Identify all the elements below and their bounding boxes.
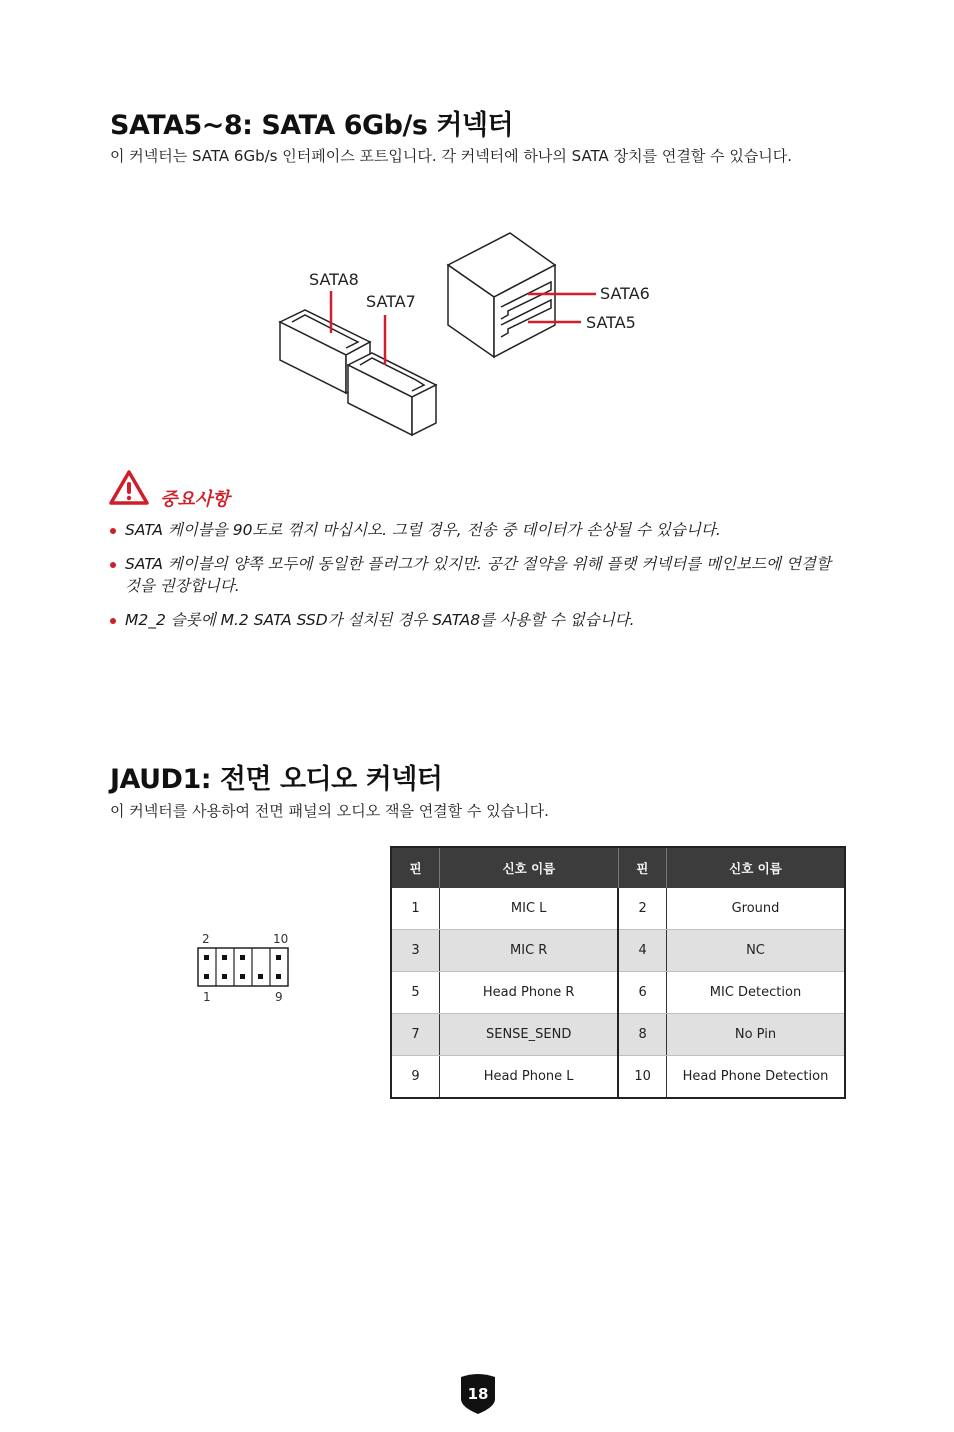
pin-number: 5 bbox=[391, 972, 440, 1014]
signal-name: NC bbox=[666, 930, 845, 972]
signal-name: Ground bbox=[666, 888, 845, 930]
pin-number: 6 bbox=[618, 972, 666, 1014]
sata8-label: SATA8 bbox=[309, 270, 359, 289]
pin-label-bottom-right: 9 bbox=[275, 990, 283, 1004]
sata5-label: SATA5 bbox=[586, 313, 636, 332]
pin-number: 10 bbox=[618, 1056, 666, 1099]
table-header-pin: 핀 bbox=[391, 847, 440, 888]
pin-label-top-right: 10 bbox=[273, 932, 289, 946]
jaud-section-title: JAUD1: 전면 오디오 커넥터 bbox=[110, 764, 443, 795]
sata7-port bbox=[348, 353, 436, 435]
signal-name: Head Phone L bbox=[440, 1056, 619, 1099]
pin-number: 7 bbox=[391, 1014, 440, 1056]
signal-name: Head Phone Detection bbox=[666, 1056, 845, 1099]
sata-description: 이 커넥터는 SATA 6Gb/s 인터페이스 포트입니다. 각 커넥터에 하나의 SATA 장치를 연결할 수 있습니다. bbox=[110, 147, 793, 165]
page-number-badge bbox=[459, 1373, 497, 1415]
notice-item: M2_2 슬롯에 M.2 SATA SSD가 설치된 경우 SATA8를 사용할 수 없습니다. bbox=[110, 609, 840, 631]
notice-item: SATA 케이블의 양쪽 모두에 동일한 플러그가 있지만. 공간 절약을 위해 플랫 커넥터를 메인보드에 연결할 것을 권장합니다. bbox=[110, 553, 840, 597]
jaud1-pin-table bbox=[390, 846, 846, 1099]
table-header-signal: 신호 이름 bbox=[666, 847, 845, 888]
signal-name: MIC Detection bbox=[666, 972, 845, 1014]
pin-label-bottom-left: 1 bbox=[203, 990, 211, 1004]
pin-number: 8 bbox=[618, 1014, 666, 1056]
jaud1-header-diagram bbox=[197, 947, 289, 987]
table-header-signal: 신호 이름 bbox=[440, 847, 619, 888]
notice-list bbox=[110, 519, 840, 643]
signal-name: Head Phone R bbox=[440, 972, 619, 1014]
page-number: 18 bbox=[467, 1385, 489, 1403]
table-row bbox=[391, 1014, 845, 1056]
table-header-pin: 핀 bbox=[618, 847, 666, 888]
pin-number: 4 bbox=[618, 930, 666, 972]
pin-number: 2 bbox=[618, 888, 666, 930]
signal-name: MIC L bbox=[440, 888, 619, 930]
sata7-label: SATA7 bbox=[366, 292, 416, 311]
signal-name: MIC R bbox=[440, 930, 619, 972]
pin-label-top-left: 2 bbox=[202, 932, 210, 946]
pin-number: 1 bbox=[391, 888, 440, 930]
table-row bbox=[391, 1056, 845, 1099]
table-header-row bbox=[391, 847, 845, 888]
sata-section-title: SATA5~8: SATA 6Gb/s 커넥터 bbox=[110, 110, 514, 141]
notice-item: SATA 케이블을 90도로 꺾지 마십시오. 그럴 경우, 전송 중 데이터가 손상될 수 있습니다. bbox=[110, 519, 840, 541]
table-row bbox=[391, 888, 845, 930]
jaud-description: 이 커넥터를 사용하여 전면 패널의 오디오 잭을 연결할 수 있습니다. bbox=[110, 802, 549, 820]
signal-name: SENSE_SEND bbox=[440, 1014, 619, 1056]
sata6-label: SATA6 bbox=[600, 284, 650, 303]
sata-ports-diagram bbox=[270, 225, 690, 445]
pin-number: 9 bbox=[391, 1056, 440, 1099]
notice-title: 중요사항 bbox=[160, 489, 230, 510]
table-row bbox=[391, 930, 845, 972]
signal-name: No Pin bbox=[666, 1014, 845, 1056]
warning-icon bbox=[108, 469, 150, 507]
table-row bbox=[391, 972, 845, 1014]
pin-number: 3 bbox=[391, 930, 440, 972]
